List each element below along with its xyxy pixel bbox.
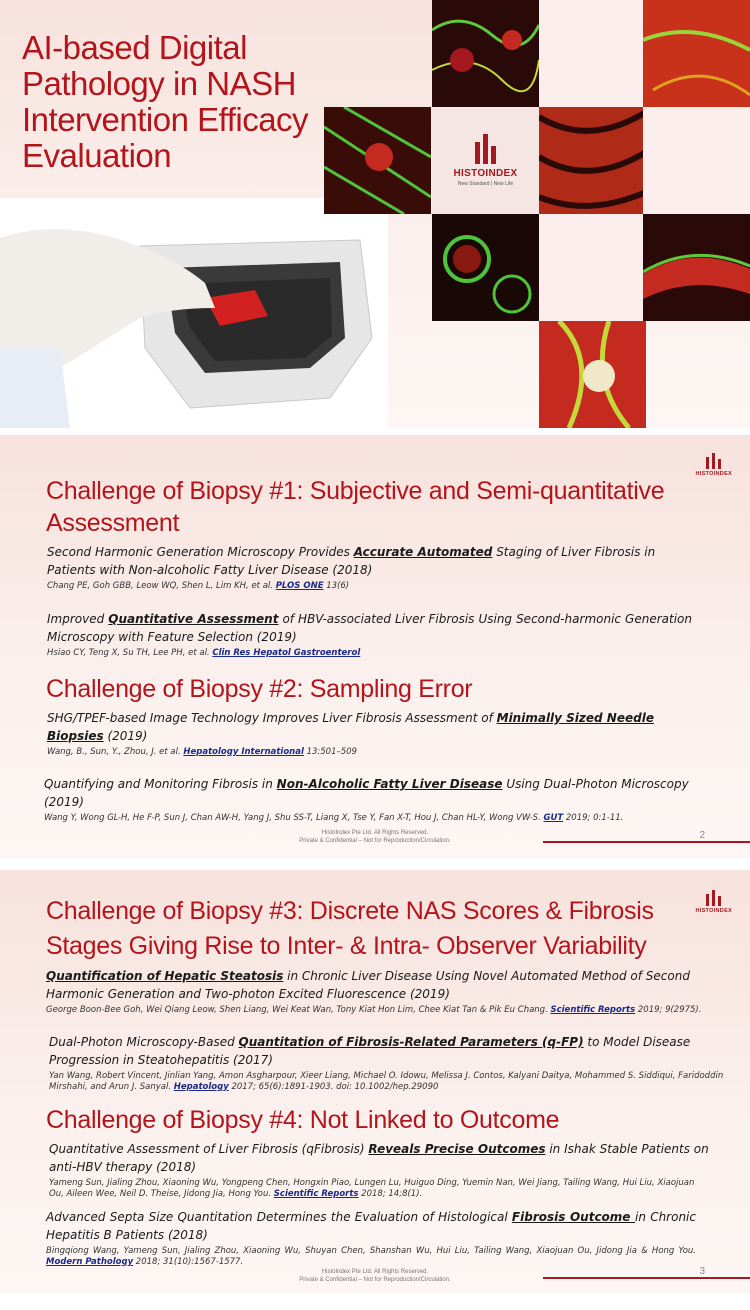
logo-icon	[706, 453, 721, 469]
reference-item: Advanced Septa Size Quantitation Determines the Evaluation of Histological Fibrosis Outcome in Chronic Hepatitis B Patients (2018) Bingqiong Wang, Yameng Sun, Jialing Zhou, Xiaoning Wu, Shuyan Chen, Shanshan Wu, Hui Liu, Tailing Wang, Xiaojuan Ou, Jidong Jia & Hong You. Modern Pathology 2018; 31(10):1567-1577.	[46, 1210, 696, 1267]
reference-item: Quantification of Hepatic Steatosis in Chronic Liver Disease Using Novel Automated Method of Second Harmonic Generation and Two-photon Excited Fluorescence (2019) George Boon-Bee Goh, Wei Qiang Leow, Shen Liang, Wei Keat Wan, Tony Kiat Hon Lim, Chee Kiat Tan & Pik Eu Chang. Scientific Reports 2019; 9(2975).	[46, 969, 702, 1015]
reference-item: SHG/TPEF-based Image Technology Improves Liver Fibrosis Assessment of Minimally Sized Needle Biopsies (2019) Wang, B., Sun, Y., Zhou, J. et al. Hepatology International 13:501–509	[47, 711, 654, 757]
histoindex-logo: HISTOINDEX New Standard | New Life	[432, 107, 539, 214]
footer-text: HistoIndex Pte Ltd. All Rights Reserved. Private & Confidential – Not for Reproduction/Circulation.	[299, 1269, 451, 1283]
reference-item: Second Harmonic Generation Microscopy Provides Accurate Automated Staging of Liver Fibrosis in Patients with Non-alcoholic Fatty Liver Disease (2018) Chang PE, Goh GBB, Leow WQ, Shen L, Lim KH, et al. PLOS ONE 13(6)	[47, 545, 656, 591]
cover-slide	[0, 0, 750, 428]
microscopy-tile	[643, 214, 750, 321]
slide-challenges-1-2	[0, 435, 750, 858]
footer-rule	[543, 1277, 750, 1279]
histoindex-logo: HISTOINDEX	[695, 453, 732, 477]
page-number: 2	[699, 830, 705, 841]
reference-item: Dual-Photon Microscopy-Based Quantitation of Fibrosis-Related Parameters (q-FP) to Model Disease Progression in Steatohepatitis (2017) Yan Wang, Robert Vincent, Jinlian Yang, Amon Asgharpour, Xieer Liang, Michael O. Idowu, Melissa J. Contos, Kalyani Daitya, Mohammed S. Siddiqui, Faridoddin Mirshahi, and Arun J. Sanyal. Hepatology 2017; 65(6):1891-1903. doi: 10.1002/hep.29090	[49, 1035, 724, 1092]
logo-icon	[706, 890, 721, 906]
histoindex-logo: HISTOINDEX	[695, 890, 732, 914]
microscopy-tile	[324, 107, 431, 214]
heading-challenge-2: Challenge of Biopsy #2: Sampling Error	[46, 675, 473, 703]
footer-text: HistoIndex Pte Ltd. All Rights Reserved. Private & Confidential – Not for Reproduction/Circulation.	[299, 830, 451, 844]
microscopy-tile	[539, 107, 646, 214]
page-number: 3	[699, 1266, 705, 1277]
heading-challenge-4: Challenge of Biopsy #4: Not Linked to Outcome	[46, 1106, 560, 1134]
heading-challenge-3: Challenge of Biopsy #3: Discrete NAS Scores & Fibrosis Stages Giving Rise to Inter- & Intra- Observer Variability	[46, 897, 654, 960]
cover-title: AI-based Digital Pathology in NASH Intervention Efficacy Evaluation	[22, 29, 309, 174]
reference-item: Quantifying and Monitoring Fibrosis in Non-Alcoholic Fatty Liver Disease Using Dual-Photon Microscopy (2019) Wang Y, Wong GL-H, He F-P, Sun J, Chan AW-H, Yang J, Shu SS-T, Liang X, Tse Y, Fan X-T, Hou J, Chan HL-Y, Wong VW-S. GUT 2019; 0:1-11.	[44, 777, 689, 823]
heading-challenge-1: Challenge of Biopsy #1: Subjective and Semi-quantitative Assessment	[46, 477, 665, 537]
biopsy-tray-photo	[0, 198, 388, 428]
footer-rule	[543, 841, 750, 843]
logo-icon	[475, 134, 496, 164]
slide-challenges-3-4	[0, 870, 750, 1293]
microscopy-tile	[539, 321, 646, 428]
reference-item: Improved Quantitative Assessment of HBV-associated Liver Fibrosis Using Second-harmonic Generation Microscopy with Feature Selection (2019) Hsiao CY, Teng X, Su TH, Lee PH, et al. Clin Res Hepatol Gastroenterol	[47, 612, 692, 658]
reference-item: Quantitative Assessment of Liver Fibrosis (qFibrosis) Reveals Precise Outcomes in Ishak Stable Patients on anti-HBV therapy (2018) Yameng Sun, Jialing Zhou, Xiaoning Wu, Yongpeng Chen, Hongxin Piao, Lungen Lu, Huiguo Ding, Yuemin Nan, Wei Jiang, Tailing Wang, Hui Liu, Xiaojuan Ou, Aileen Wee, Neil D. Theise, Jidong Jia, Hong You. Scientific Reports 2018; 14;8(1).	[49, 1142, 709, 1199]
microscopy-tile	[432, 0, 539, 107]
microscopy-tile	[643, 0, 750, 107]
microscopy-tile	[432, 214, 539, 321]
